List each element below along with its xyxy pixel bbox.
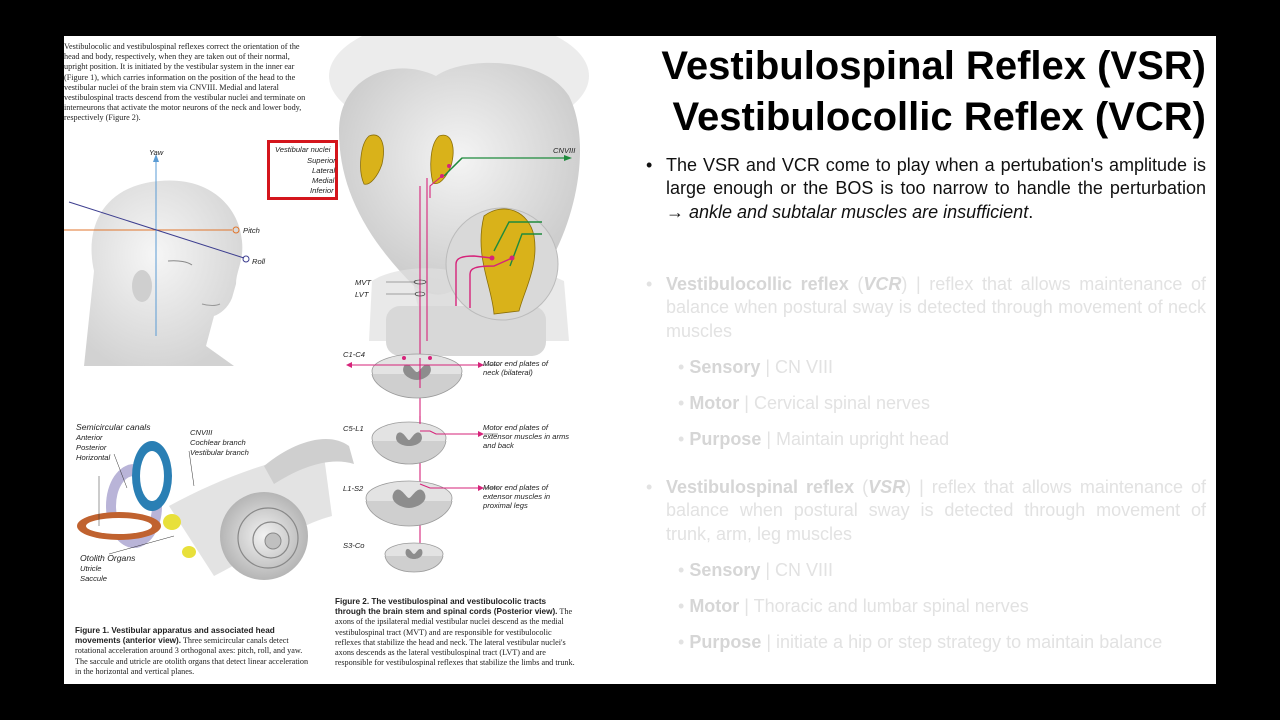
figure1-caption-body: Three semicircular canals detect rotational acceleration around 3 orthogonal axes: pitch, roll, and yaw. The saccule and utricle are otolith organs that detect linear acceleration in the horizontal and vertical planes. (75, 636, 309, 676)
main-bullet (646, 154, 1206, 224)
segment-l1s2-label: L1-S2 (343, 484, 364, 493)
figure2-caption-body: The axons of the ipsilateral medial vestibular nuclei descend as the medial vestibulospinal tract (MVT) and are responsible for vestibulocolic reflexes that stabilize the head and neck. The lateral vestibular nuclei's axons descends as the lateral vestibulospinal tract (LVT) and are responsible for vestibulospinal reflexes that stabilize the limbs and trunk. (335, 607, 575, 668)
legs-endplates-label: Motor end plates of extensor muscles in proximal legs (483, 483, 551, 510)
utricle-label: Utricle (80, 564, 102, 573)
semicircular-canals-label: Semicircular canals (76, 422, 151, 432)
bullet-dot: • (646, 477, 653, 497)
main-bullet-text: The VSR and VCR come to play when a pertubation's amplitude is large enough or the BOS is too narrow to handle the perturbation → ankle and subtalar muscles are insufficient. (666, 155, 1206, 222)
roll-label: Roll (252, 257, 266, 266)
horizontal-canal-label: Horizontal (76, 453, 111, 462)
segment-c1c4-label: C1-C4 (343, 350, 365, 359)
lvt-label: LVT (355, 290, 369, 299)
figure1-caption-title: Figure 1. Vestibular apparatus and associated head movements (anterior view). (75, 626, 275, 646)
nucleus-superior-label: Superior (307, 156, 336, 165)
slide (64, 36, 1216, 684)
anterior-canal-label: Anterior (76, 433, 103, 442)
figure1-caption (75, 626, 311, 677)
figure-intro-text: Vestibulocolic and vestibulospinal reflexes correct the orientation of the head and body, respectively, when they are taken out of their normal, upright position. It is initiated by the vestibular system in the inner ear (Figure 1), which carries information on the position of the head to the vestibular nuclei of the brain stem via CNVIII. Medial and lateral vestibulospinal tracts descend from the vestibular nuclei and terminate on interneurons that activate the motor neurons of the neck and lower body, respectively (Figure 2). (64, 42, 306, 123)
slide-title-line1: Vestibulospinal Reflex (VSR) (661, 44, 1206, 88)
figure2-caption (335, 597, 579, 668)
pitch-label: Pitch (243, 226, 260, 235)
vsr-sensory: • Sensory | CN VIII (678, 560, 834, 580)
cochlear-branch-label: Cochlear branch (190, 438, 246, 447)
nucleus-inferior-label: Inferior (310, 186, 334, 195)
vcr-sensory: • Sensory | CN VIII (678, 357, 834, 377)
mvt-label: MVT (355, 278, 372, 287)
vcr-purpose: • Purpose | Maintain upright head (678, 429, 950, 449)
cn8-label: CNVIII (553, 146, 576, 155)
bullet-dot: • (646, 274, 653, 294)
segment-c5l1-label: C5-L1 (343, 424, 364, 433)
nucleus-medial-label: Medial (312, 176, 335, 185)
vsr-bullet (646, 476, 1206, 546)
yaw-label: Yaw (149, 148, 164, 157)
vcr-bullet (646, 273, 1206, 343)
bullet-dot: • (646, 155, 653, 175)
vsr-bullet-text: Vestibulospinal reflex (VSR) | reflex that allows maintenance of balance when postural sway is detected through movement of trunk, arm, leg muscles (666, 477, 1206, 544)
vsr-motor: • Motor | Thoracic and lumbar spinal nerves (678, 596, 1029, 616)
posterior-canal-label: Posterior (76, 443, 107, 452)
vsr-purpose: • Purpose | initiate a hip or step strategy to maintain balance (678, 632, 1163, 652)
saccule-label: Saccule (80, 574, 108, 583)
arms-endplates-label: Motor end plates of extensor muscles in arms and back (483, 423, 570, 450)
ear-cn8-label: CNVIII (190, 428, 213, 437)
neck-endplates-label: Motor end plates of neck (bilateral) (483, 359, 549, 377)
otolith-organs-label: Otolith Organs (80, 553, 136, 563)
anatomy-figure (64, 36, 644, 684)
vestibular-branch-label: Vestibular branch (190, 448, 249, 457)
slide-title-line2: Vestibulocollic Reflex (VCR) (672, 95, 1206, 139)
vcr-bullet-text: Vestibulocollic reflex (VCR) | reflex that allows maintenance of balance when postural sway is detected through movement of neck muscles (666, 274, 1206, 341)
vestibular-nuclei-title: Vestibular nuclei (275, 145, 331, 154)
vcr-motor: • Motor | Cervical spinal nerves (678, 393, 931, 413)
figure2-caption-title: Figure 2. The vestibulospinal and vestibulocolic tracts through the brain stem and spinal cords (Posterior view). (335, 597, 558, 617)
segment-s3co-label: S3-Co (343, 541, 365, 550)
nucleus-lateral-label: Lateral (312, 166, 336, 175)
